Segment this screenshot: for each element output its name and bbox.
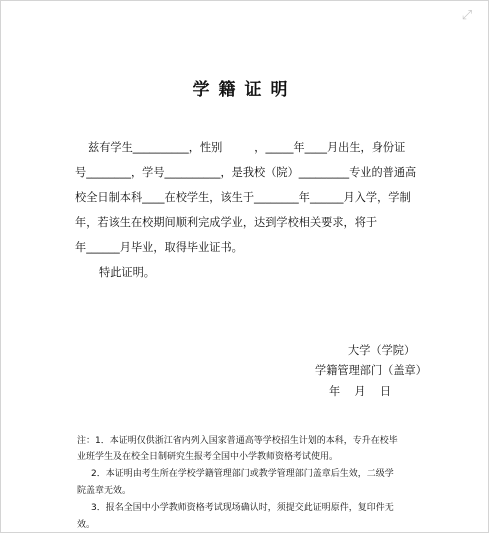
- note-line-2: 业班学生及在校全日制研究生报考全国中小学教师资格考试使用。: [77, 452, 339, 462]
- body-line-2: 号________，学号__________，是我校（院）_________专业的普通高: [75, 166, 417, 179]
- expand-icon[interactable]: ⤢: [461, 8, 473, 23]
- signature-date: 年 月 日: [329, 385, 392, 398]
- body-line-3: 校全日制本科____在校学生，该生于________年______月入学，学制: [75, 191, 411, 204]
- note-line-6: 效。: [77, 520, 96, 530]
- body-line-4: 年，若该生在校期间顺利完成学业，达到学校相关要求，将于: [75, 216, 378, 229]
- certify-line: 特此证明。: [99, 266, 155, 279]
- document-title: 学籍证明: [192, 80, 297, 100]
- body-line-5: 年______月毕业，取得毕业证书。: [75, 241, 243, 254]
- note-line-1: 注：1．本证明仅供浙江省内列入国家普通高等学校招生计划的本科，专升在校毕: [77, 436, 398, 446]
- body-line-1: 兹有学生__________，性别 ，_____年____月出生，身份证: [88, 141, 406, 154]
- note-line-3: 2．本证明由考生所在学校学籍管理部门或教学管理部门盖章后生效，二级学: [91, 469, 394, 479]
- note-line-5: 3．报名全国中小学教师资格考试现场确认时，须提交此证明原件，复印件无: [91, 503, 394, 513]
- note-line-4: 院盖章无效。: [77, 486, 132, 496]
- dept-signature: 学籍管理部门（盖章）: [315, 364, 427, 377]
- school-signature: 大学（学院）: [348, 344, 416, 357]
